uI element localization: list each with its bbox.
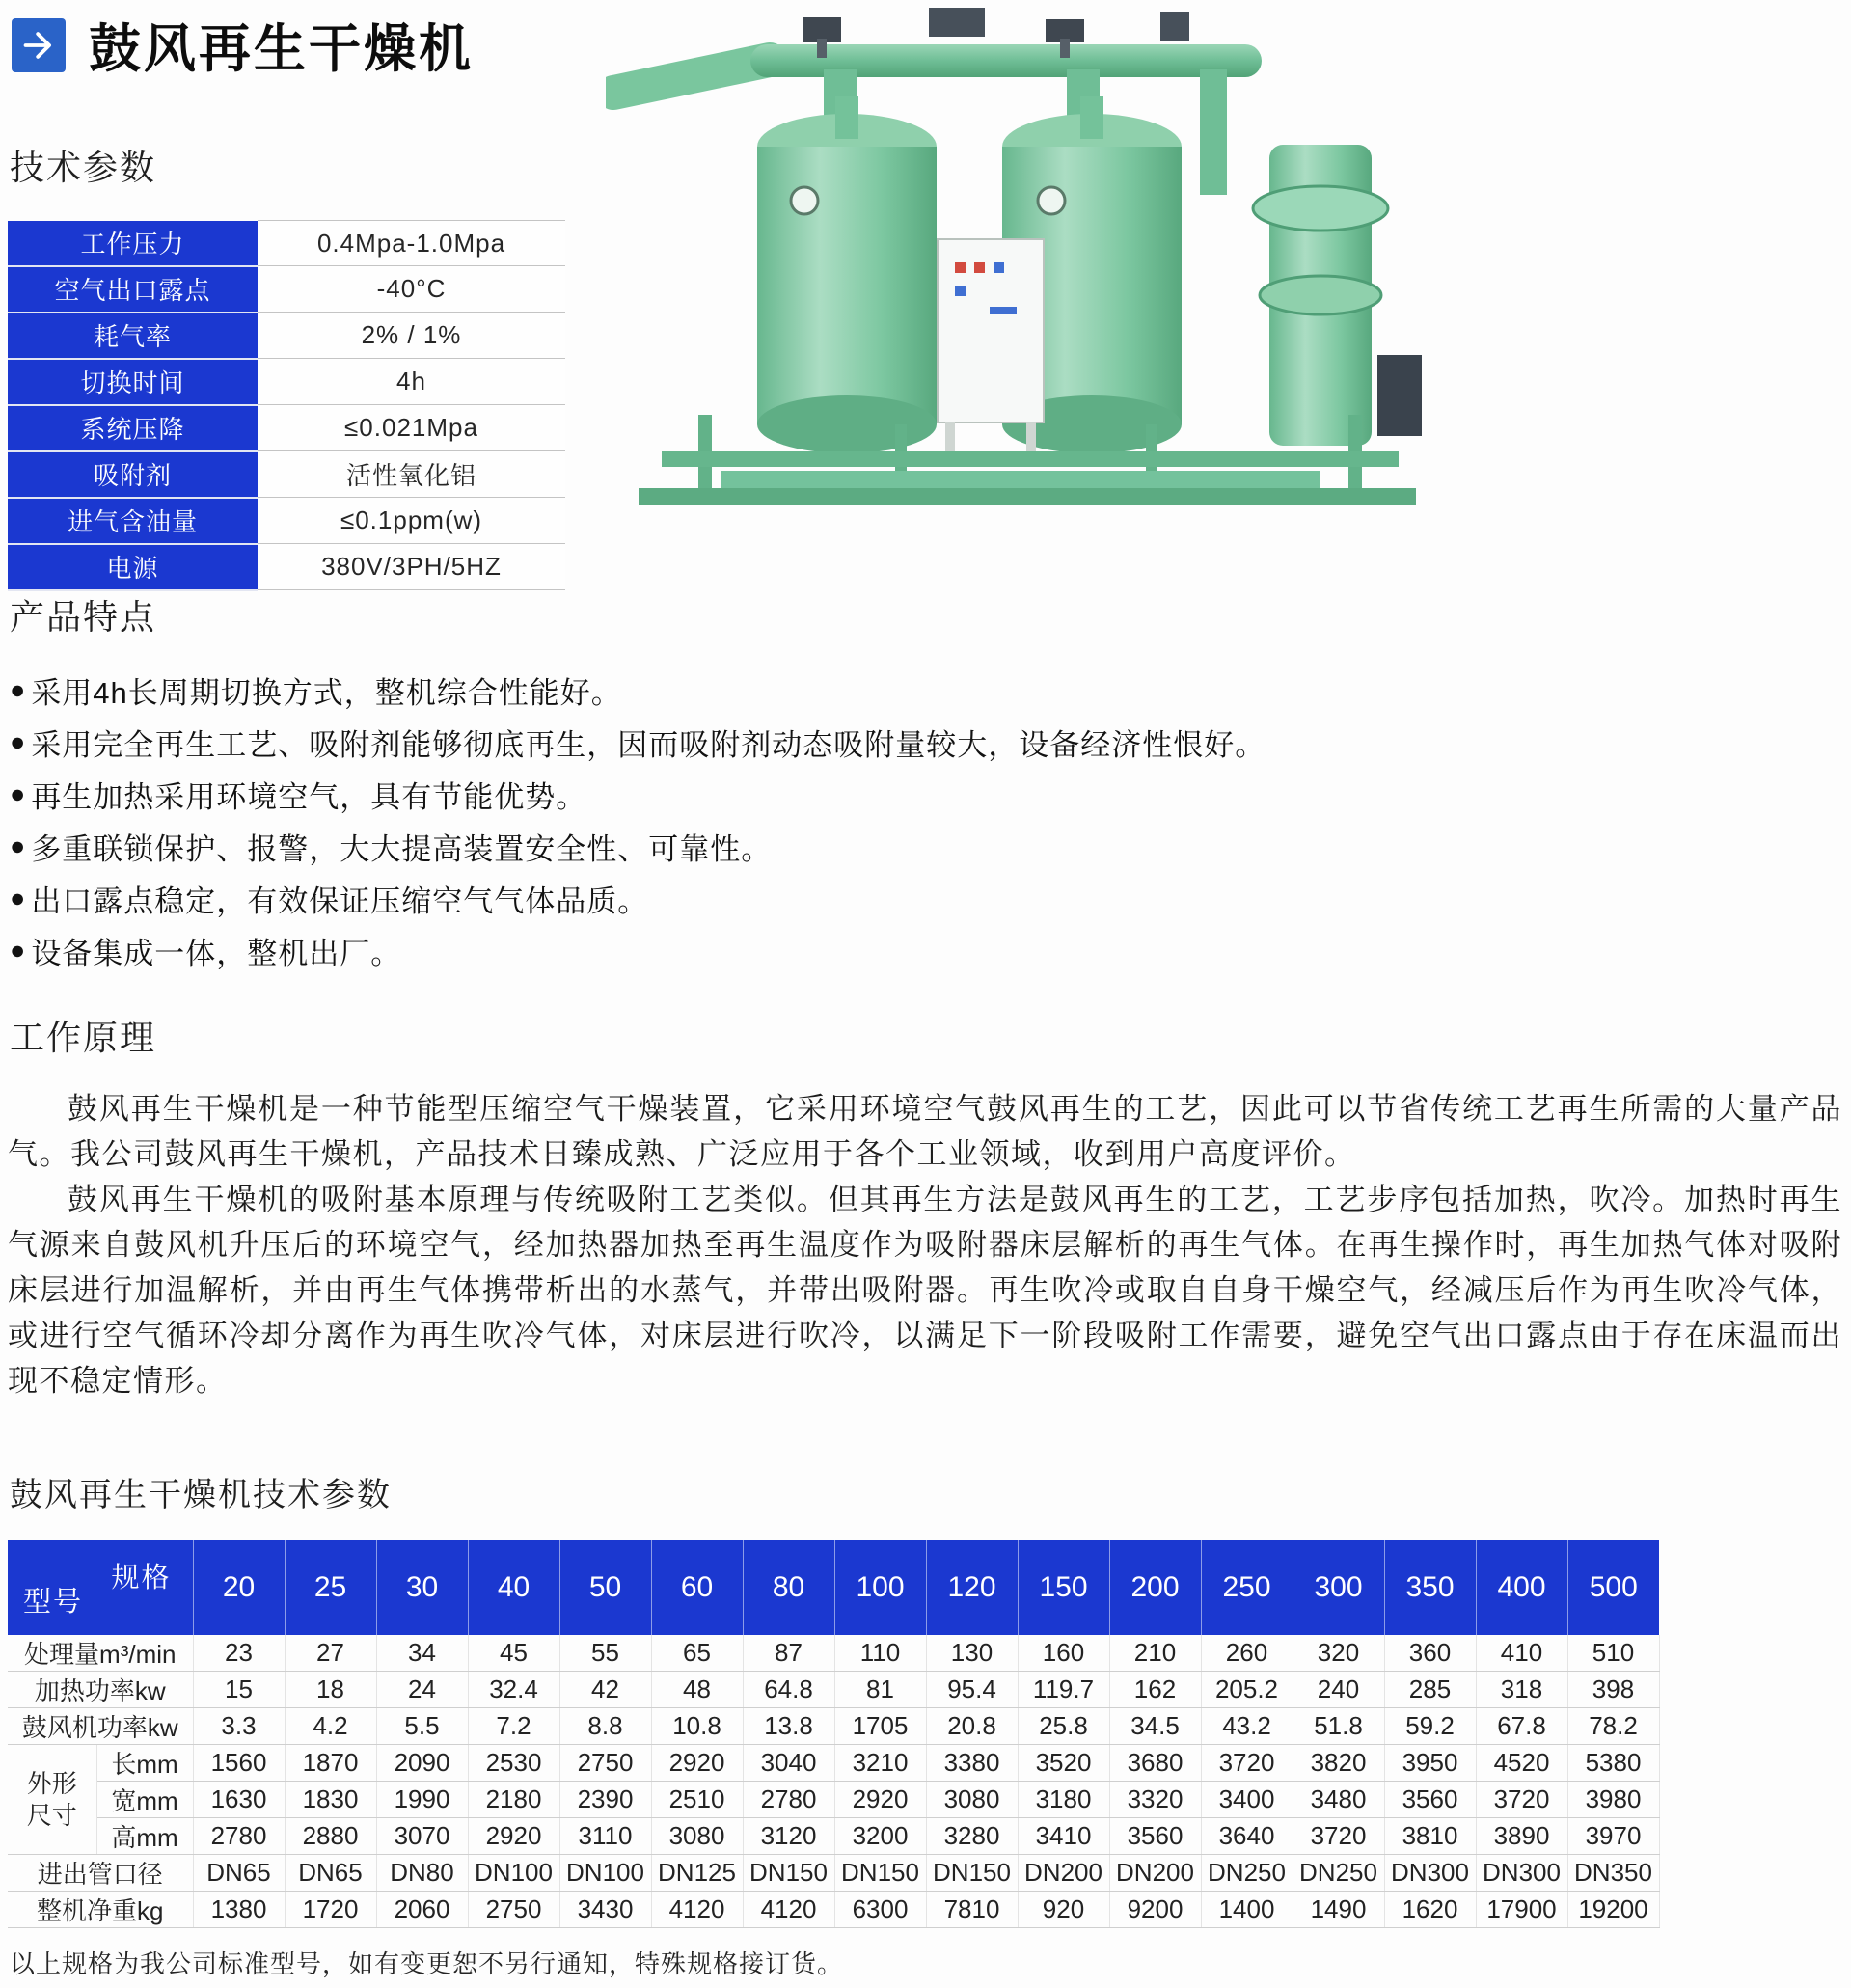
spec-cell: 48: [651, 1672, 743, 1708]
feature-text: 出口露点稳定，有效保证压缩空气气体品质。: [31, 884, 649, 918]
spec-cell: 1380: [193, 1892, 285, 1928]
principle-text: [8, 1086, 1842, 1403]
spec-cell: 160: [1018, 1635, 1109, 1672]
spec-cell: 3410: [1018, 1818, 1109, 1855]
page-title: 鼓风再生干燥机: [89, 20, 474, 78]
spec-row-label: 高mm: [96, 1818, 193, 1855]
spec-cell: 3110: [559, 1818, 651, 1855]
spec-cell: 2920: [834, 1782, 926, 1818]
spec-cell: 110: [834, 1635, 926, 1672]
spec-col-header: 200: [1109, 1540, 1201, 1635]
spec-cell: 4520: [1476, 1745, 1567, 1782]
spec-cell: DN125: [651, 1855, 743, 1892]
spec-row-label: 处理量m³/min: [8, 1635, 193, 1672]
spec-cell: 3560: [1109, 1818, 1201, 1855]
spec-cell: 3040: [743, 1745, 834, 1782]
spec-cell: 2780: [193, 1818, 285, 1855]
page-header: [12, 8, 474, 82]
spec-cell: 9200: [1109, 1892, 1201, 1928]
spec-cell: 3080: [651, 1818, 743, 1855]
spec-cell: 1990: [376, 1782, 468, 1818]
spec-row: [8, 1818, 1659, 1855]
footer-note: 以上规格为我公司标准型号，如有变更恕不另行通知，特殊规格接订货。: [10, 1949, 844, 1978]
spec-col-header: 120: [926, 1540, 1018, 1635]
spec-cell: DN350: [1567, 1855, 1659, 1892]
param-label: 工作压力: [8, 221, 258, 266]
spec-cell: 17900: [1476, 1892, 1567, 1928]
spec-cell: 1720: [285, 1892, 376, 1928]
feature-item: [10, 872, 1553, 924]
spec-cell: 318: [1476, 1672, 1567, 1708]
spec-cell: 3280: [926, 1818, 1018, 1855]
spec-cell: 4120: [651, 1892, 743, 1928]
spec-cell: 59.2: [1384, 1708, 1476, 1745]
spec-cell: DN65: [193, 1855, 285, 1892]
spec-row-label: 宽mm: [96, 1782, 193, 1818]
arrow-right-icon: [12, 18, 66, 72]
param-value: 活性氧化铝: [258, 451, 565, 498]
spec-col-header: 500: [1567, 1540, 1659, 1635]
spec-cell: 3820: [1293, 1745, 1384, 1782]
spec-cell: DN65: [285, 1855, 376, 1892]
spec-cell: 55: [559, 1635, 651, 1672]
spec-cell: 1490: [1293, 1892, 1384, 1928]
bullet-icon: ●: [10, 935, 27, 965]
spec-cell: 78.2: [1567, 1708, 1659, 1745]
spec-cell: 3950: [1384, 1745, 1476, 1782]
spec-cell: DN250: [1201, 1855, 1293, 1892]
spec-cell: 3.3: [193, 1708, 285, 1745]
spec-cell: 51.8: [1293, 1708, 1384, 1745]
bullet-icon: ●: [10, 883, 27, 912]
bullet-icon: ●: [10, 674, 27, 704]
spec-cell: 27: [285, 1635, 376, 1672]
spec-cell: 3400: [1201, 1782, 1293, 1818]
feature-list: [10, 664, 1553, 976]
param-label: 电源: [8, 544, 258, 590]
param-label: 系统压降: [8, 405, 258, 451]
spec-cell: 2880: [285, 1818, 376, 1855]
spec-cell: 1560: [193, 1745, 285, 1782]
spec-cell: 81: [834, 1672, 926, 1708]
spec-cell: 2390: [559, 1782, 651, 1818]
spec-cell: 13.8: [743, 1708, 834, 1745]
spec-col-header: 400: [1476, 1540, 1567, 1635]
param-value: 0.4Mpa-1.0Mpa: [258, 221, 565, 266]
spec-col-header: 350: [1384, 1540, 1476, 1635]
spec-cell: 360: [1384, 1635, 1476, 1672]
param-row: [8, 498, 565, 544]
spec-cell: 3890: [1476, 1818, 1567, 1855]
spec-cell: 43.2: [1201, 1708, 1293, 1745]
spec-row: [8, 1892, 1659, 1928]
spec-row: [8, 1745, 1659, 1782]
spec-table-heading: 鼓风再生干燥机技术参数: [10, 1477, 392, 1513]
spec-col-header: 40: [468, 1540, 559, 1635]
param-value: ≤0.021Mpa: [258, 405, 565, 451]
spec-cell: 2920: [468, 1818, 559, 1855]
spec-cell: 3970: [1567, 1818, 1659, 1855]
spec-cell: 4.2: [285, 1708, 376, 1745]
feature-item: [10, 664, 1553, 716]
spec-cell: 42: [559, 1672, 651, 1708]
spec-cell: 5.5: [376, 1708, 468, 1745]
product-photo: [606, 0, 1437, 558]
spec-cell: DN300: [1476, 1855, 1567, 1892]
spec-row-label: 整机净重kg: [8, 1892, 193, 1928]
spec-cell: DN200: [1109, 1855, 1201, 1892]
spec-cell: 3980: [1567, 1782, 1659, 1818]
spec-cell: 5380: [1567, 1745, 1659, 1782]
feature-item: [10, 924, 1553, 976]
spec-cell: 2780: [743, 1782, 834, 1818]
spec-row-label: 鼓风机功率kw: [8, 1708, 193, 1745]
spec-cell: 3200: [834, 1818, 926, 1855]
spec-cell: 25.8: [1018, 1708, 1109, 1745]
feature-text: 采用4h长周期切换方式，整机综合性能好。: [31, 675, 622, 710]
spec-cell: 920: [1018, 1892, 1109, 1928]
spec-cell: 260: [1201, 1635, 1293, 1672]
spec-cell: 1630: [193, 1782, 285, 1818]
spec-cell: 2060: [376, 1892, 468, 1928]
spec-cell: 15: [193, 1672, 285, 1708]
spec-row: [8, 1672, 1659, 1708]
spec-corner-bottom-label: 型号: [23, 1587, 84, 1618]
tech-params-heading: 技术参数: [10, 148, 157, 187]
spec-cell: 1620: [1384, 1892, 1476, 1928]
spec-cell: 2530: [468, 1745, 559, 1782]
spec-cell: 2180: [468, 1782, 559, 1818]
spec-cell: 65: [651, 1635, 743, 1672]
spec-cell: 162: [1109, 1672, 1201, 1708]
spec-cell: 34.5: [1109, 1708, 1201, 1745]
features-heading: 产品特点: [10, 597, 157, 637]
spec-cell: 205.2: [1201, 1672, 1293, 1708]
feature-text: 设备集成一体，整机出厂。: [31, 936, 402, 970]
spec-header-row: [8, 1540, 1659, 1635]
spec-cell: DN250: [1293, 1855, 1384, 1892]
spec-cell: 285: [1384, 1672, 1476, 1708]
principle-paragraph: 鼓风再生干燥机是一种节能型压缩空气干燥装置，它采用环境空气鼓风再生的工艺，因此可以节省传统工艺再生所需的大量产品气。我公司鼓风再生干燥机，产品技术日臻成熟、广泛应用于各个工业领域，收到用户高度评价。: [8, 1092, 1842, 1171]
bullet-icon: ●: [10, 831, 27, 860]
param-value: ≤0.1ppm(w): [258, 498, 565, 544]
spec-row-label: 长mm: [96, 1745, 193, 1782]
param-label: 切换时间: [8, 359, 258, 405]
feature-item: [10, 768, 1553, 820]
spec-cell: 24: [376, 1672, 468, 1708]
param-value: 380V/3PH/5HZ: [258, 544, 565, 590]
spec-cell: 240: [1293, 1672, 1384, 1708]
spec-cell: 3720: [1476, 1782, 1567, 1818]
param-row: [8, 359, 565, 405]
spec-cell: 119.7: [1018, 1672, 1109, 1708]
spec-cell: 410: [1476, 1635, 1567, 1672]
spec-cell: 7.2: [468, 1708, 559, 1745]
spec-cell: DN300: [1384, 1855, 1476, 1892]
spec-cell: 3210: [834, 1745, 926, 1782]
spec-cell: 2090: [376, 1745, 468, 1782]
feature-text: 再生加热采用环境空气，具有节能优势。: [31, 779, 587, 814]
spec-col-header: 80: [743, 1540, 834, 1635]
spec-cell: 3080: [926, 1782, 1018, 1818]
spec-cell: 3560: [1384, 1782, 1476, 1818]
spec-cell: DN150: [834, 1855, 926, 1892]
spec-cell: 18: [285, 1672, 376, 1708]
spec-cell: DN100: [559, 1855, 651, 1892]
spec-col-header: 20: [193, 1540, 285, 1635]
spec-cell: 10.8: [651, 1708, 743, 1745]
param-label: 吸附剂: [8, 451, 258, 498]
spec-col-header: 150: [1018, 1540, 1109, 1635]
spec-row: [8, 1855, 1659, 1892]
spec-cell: 3120: [743, 1818, 834, 1855]
spec-col-header: 25: [285, 1540, 376, 1635]
param-label: 空气出口露点: [8, 266, 258, 313]
spec-cell: DN150: [743, 1855, 834, 1892]
spec-cell: 3070: [376, 1818, 468, 1855]
spec-col-header: 100: [834, 1540, 926, 1635]
spec-corner-top-label: 规格: [111, 1563, 172, 1593]
param-row: [8, 405, 565, 451]
spec-cell: 20.8: [926, 1708, 1018, 1745]
spec-cell: 3810: [1384, 1818, 1476, 1855]
param-row: [8, 221, 565, 266]
spec-cell: 6300: [834, 1892, 926, 1928]
feature-item: [10, 716, 1553, 768]
spec-cell: 1830: [285, 1782, 376, 1818]
spec-cell: DN200: [1018, 1855, 1109, 1892]
spec-cell: 1870: [285, 1745, 376, 1782]
param-value: -40°C: [258, 266, 565, 313]
spec-cell: 398: [1567, 1672, 1659, 1708]
param-row: [8, 313, 565, 359]
spec-cell: 3480: [1293, 1782, 1384, 1818]
spec-row: [8, 1782, 1659, 1818]
spec-cell: 4120: [743, 1892, 834, 1928]
spec-cell: 34: [376, 1635, 468, 1672]
param-label: 耗气率: [8, 313, 258, 359]
spec-row-label: 加热功率kw: [8, 1672, 193, 1708]
spec-row: [8, 1708, 1659, 1745]
spec-cell: 2750: [559, 1745, 651, 1782]
param-row: [8, 544, 565, 590]
bullet-icon: ●: [10, 778, 27, 808]
param-row: [8, 266, 565, 313]
spec-cell: DN100: [468, 1855, 559, 1892]
spec-col-header: 250: [1201, 1540, 1293, 1635]
spec-cell: 1705: [834, 1708, 926, 1745]
param-row: [8, 451, 565, 498]
spec-table: [8, 1540, 1660, 1928]
spec-cell: 64.8: [743, 1672, 834, 1708]
spec-cell: 32.4: [468, 1672, 559, 1708]
spec-col-header: 300: [1293, 1540, 1384, 1635]
param-value: 2% / 1%: [258, 313, 565, 359]
spec-col-header: 30: [376, 1540, 468, 1635]
spec-cell: 3320: [1109, 1782, 1201, 1818]
spec-cell: 3430: [559, 1892, 651, 1928]
principle-heading: 工作原理: [10, 1018, 157, 1057]
spec-cell: 130: [926, 1635, 1018, 1672]
spec-cell: 3680: [1109, 1745, 1201, 1782]
spec-row: [8, 1635, 1659, 1672]
param-value: 4h: [258, 359, 565, 405]
spec-cell: 45: [468, 1635, 559, 1672]
principle-paragraph: 鼓风再生干燥机的吸附基本原理与传统吸附工艺类似。但其再生方法是鼓风再生的工艺，工艺步序包括加热，吹冷。加热时再生气源来自鼓风机升压后的环境空气，经加热器加热至再生温度作为吸附器床层解析的再生气体。在再生操作时，再生加热气体对吸附床层进行加温解析，并由再生气体携带析出的水蒸气，并带出吸附器。再生吹冷或取自自身干燥空气，经减压后作为再生吹冷气体，或进行空气循环冷却分离作为再生吹冷气体，对床层进行吹冷，以满足下一阶段吸附工作需要，避免空气出口露点由于存在床温而出现不稳定情形。: [8, 1183, 1842, 1398]
spec-col-header: 60: [651, 1540, 743, 1635]
tech-params-table: [8, 220, 565, 591]
feature-text: 采用完全再生工艺、吸附剂能够彻底再生，因而吸附剂动态吸附量较大，设备经济性恨好。: [31, 727, 1266, 762]
spec-cell: 3180: [1018, 1782, 1109, 1818]
bullet-icon: ●: [10, 726, 27, 756]
spec-cell: 510: [1567, 1635, 1659, 1672]
spec-corner-cell: [8, 1540, 193, 1635]
spec-cell: 19200: [1567, 1892, 1659, 1928]
spec-cell: DN150: [926, 1855, 1018, 1892]
spec-group-label: 外形尺寸: [8, 1745, 96, 1855]
spec-cell: 1400: [1201, 1892, 1293, 1928]
feature-text: 多重联锁保护、报警，大大提高装置安全性、可靠性。: [31, 831, 773, 866]
spec-cell: 2750: [468, 1892, 559, 1928]
spec-cell: 8.8: [559, 1708, 651, 1745]
spec-col-header: 50: [559, 1540, 651, 1635]
spec-cell: 7810: [926, 1892, 1018, 1928]
spec-cell: 95.4: [926, 1672, 1018, 1708]
spec-cell: 23: [193, 1635, 285, 1672]
spec-cell: 2920: [651, 1745, 743, 1782]
feature-item: [10, 820, 1553, 872]
spec-cell: 3640: [1201, 1818, 1293, 1855]
spec-cell: 3380: [926, 1745, 1018, 1782]
spec-cell: 67.8: [1476, 1708, 1567, 1745]
spec-cell: 320: [1293, 1635, 1384, 1672]
spec-row-label: 进出管口径: [8, 1855, 193, 1892]
spec-cell: 3520: [1018, 1745, 1109, 1782]
spec-cell: 2510: [651, 1782, 743, 1818]
param-label: 进气含油量: [8, 498, 258, 544]
spec-cell: DN80: [376, 1855, 468, 1892]
spec-cell: 210: [1109, 1635, 1201, 1672]
spec-cell: 3720: [1293, 1818, 1384, 1855]
spec-cell: 3720: [1201, 1745, 1293, 1782]
spec-cell: 87: [743, 1635, 834, 1672]
